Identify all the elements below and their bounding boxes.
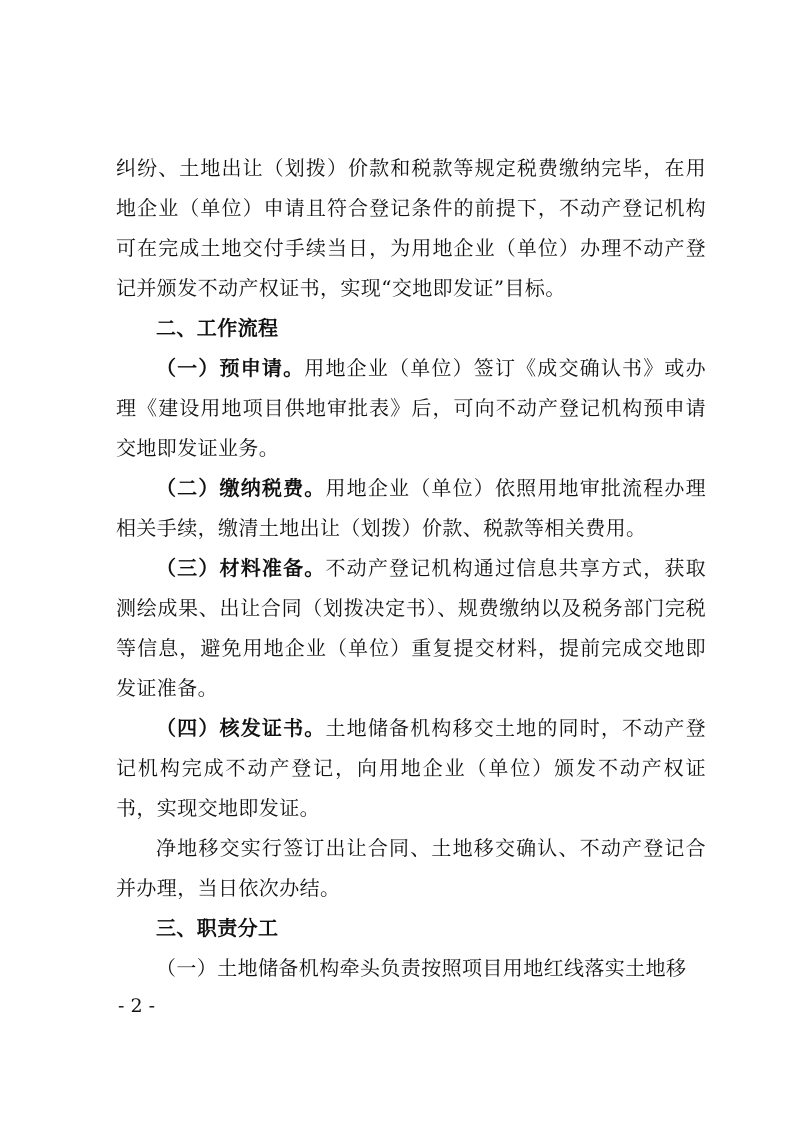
subsection-title: （二）缴纳税费。 <box>156 476 326 500</box>
paragraph-net-land-transfer: 净地移交实行签订出让合同、土地移交确认、不动产登记合并办理，当日依次办结。 <box>116 836 706 900</box>
section-heading-responsibilities: 三、职责分工 <box>156 916 279 940</box>
subsection-title: （四）核发证书。 <box>156 716 326 740</box>
paragraph-pay-taxes <box>116 468 706 548</box>
subsection-body: 不动产登记机构通过信息共享方式，获取测绘成果、出让合同（划拨决定书）、规费缴纳以及税务部门完税等信息，避免用地企业（单位）重复提交材料，提前完成交地即发证准备。 <box>116 556 707 700</box>
subsection-body: 用地企业（单位）依照用地审批流程办理相关手续，缴清土地出让（划拨）价款、税款等相关费用。 <box>116 476 707 540</box>
section-heading-workflow: 二、工作流程 <box>156 316 279 340</box>
paragraph-responsibility-1: （一）土地储备机构牵头负责按照项目用地红线落实土地移 <box>156 956 687 980</box>
paragraph-intro: 纠纷、土地出让（划拨）价款和税款等规定税费缴纳完毕，在用地企业（单位）申请且符合登记条件的前提下，不动产登记机构可在完成土地交付手续当日，为用地企业（单位）办理不动产登记并颁发不动产权证书，实现“交地即发证”目标。 <box>116 156 706 300</box>
page-number: - 2 - <box>118 995 156 1017</box>
paragraph-issue-certificate <box>116 708 706 828</box>
subsection-body: 用地企业（单位）签订《成交确认书》或办理《建设用地项目供地审批表》后，可向不动产登记机构预申请交地即发证业务。 <box>116 356 706 460</box>
subsection-title: （三）材料准备。 <box>156 556 326 580</box>
subsection-title: （一）预申请。 <box>156 356 305 380</box>
subsection-body: 土地储备机构移交土地的同时，不动产登记机构完成不动产登记，向用地企业（单位）颁发不动产权证书，实现交地即发证。 <box>116 716 707 820</box>
paragraph-pre-application <box>116 348 706 468</box>
paragraph-material-preparation <box>116 548 706 708</box>
